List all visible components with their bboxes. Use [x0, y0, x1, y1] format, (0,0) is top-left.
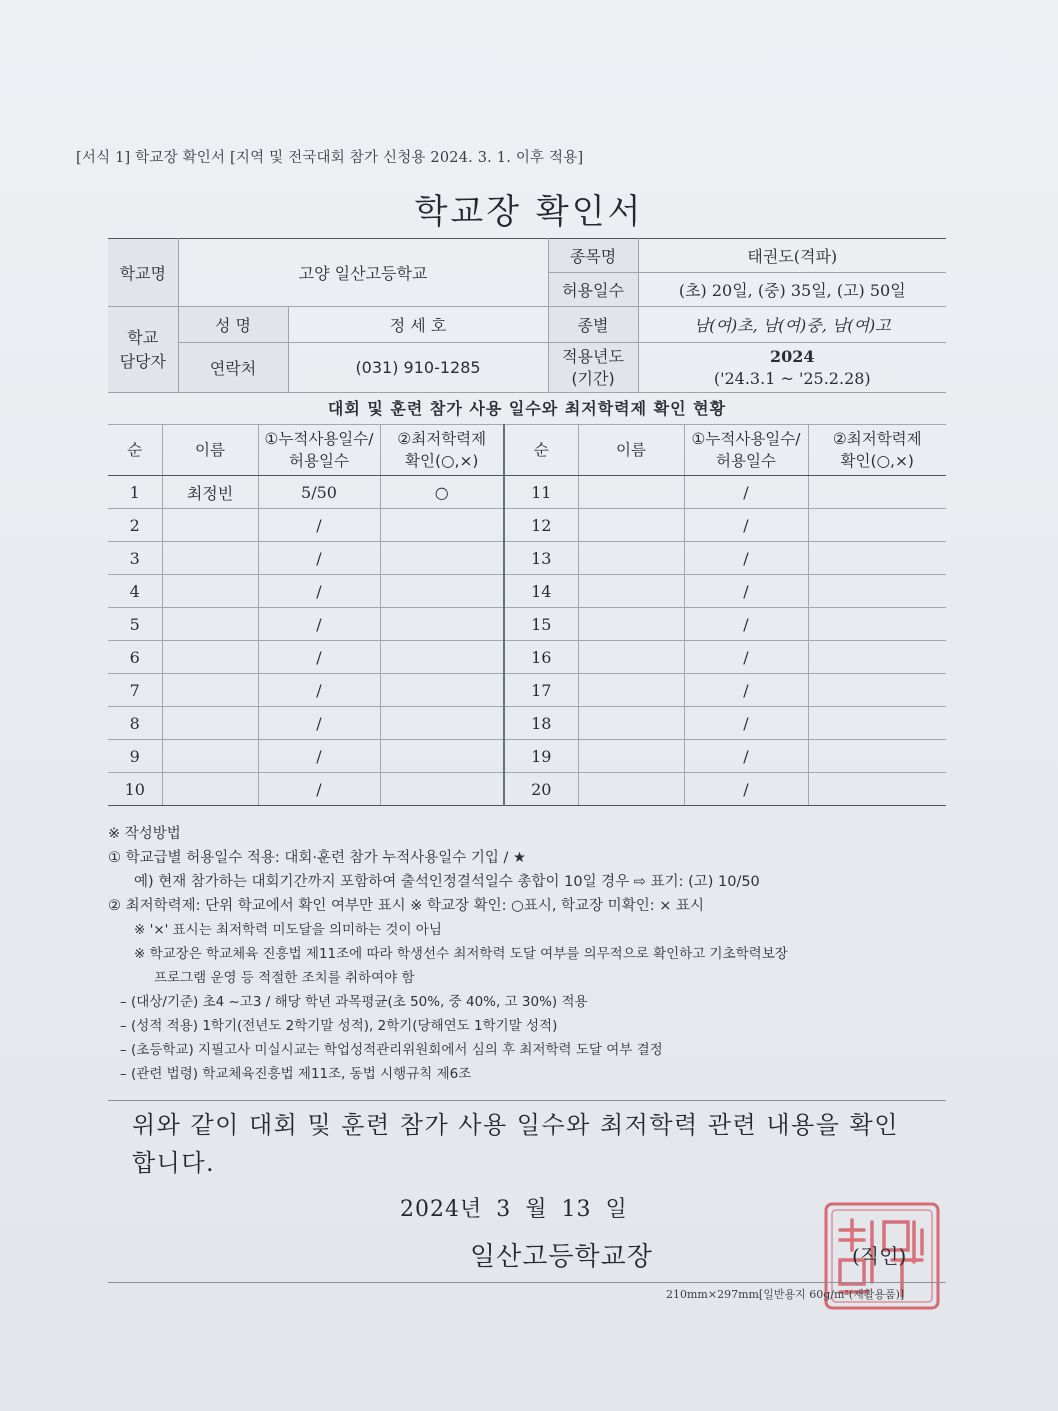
column-header: 이름 — [578, 425, 684, 476]
guide-line: ① 학교급별 허용일수 적용: 대회·훈련 참가 누적사용일수 기입 / ★ — [108, 850, 527, 866]
days-used: / — [258, 608, 380, 641]
divider — [108, 1282, 946, 1283]
row-number: 2 — [108, 509, 162, 542]
player-name: 최정빈 — [162, 476, 258, 509]
guide-line: ※ '×' 표시는 최저학력 미도달을 의미하는 것이 아님 — [134, 922, 442, 938]
year-label: 적용년도 (기간) — [548, 343, 638, 393]
days-used: / — [684, 575, 808, 608]
player-name — [162, 542, 258, 575]
days-used: / — [684, 773, 808, 806]
row-number: 19 — [504, 740, 578, 773]
guide-line: – (초등학교) 지필고사 미실시교는 학업성적관리위원회에서 심의 후 최저학력 도달 여부 결정 — [120, 1042, 663, 1058]
days-used: / — [684, 509, 808, 542]
table-row — [108, 740, 946, 773]
school-name-label: 학교명 — [108, 239, 178, 307]
column-header: ①누적사용일수/ 허용일수 — [258, 425, 380, 476]
table-row — [108, 476, 946, 509]
column-header: 이름 — [162, 425, 258, 476]
days-used: / — [258, 674, 380, 707]
player-name — [578, 509, 684, 542]
divider — [108, 1100, 946, 1101]
player-name — [578, 707, 684, 740]
guide-line: ※ 학교장은 학교체육 진흥법 제11조에 따라 학생선수 최저학력 도달 여부를 의무적으로 확인하고 기초학력보장 — [134, 946, 788, 962]
player-name — [162, 773, 258, 806]
principal-title: 일산고등학교장 — [470, 1242, 653, 1272]
column-header: 순 — [108, 425, 162, 476]
days-used: / — [258, 542, 380, 575]
confirm-statement: 위와 같이 대회 및 훈련 참가 사용 일수와 최저학력 관련 내용을 확인 합니다. — [132, 1111, 899, 1177]
min-academic-check — [380, 641, 504, 674]
school-info-table — [108, 238, 946, 393]
min-academic-check — [380, 575, 504, 608]
row-number: 17 — [504, 674, 578, 707]
row-number: 15 — [504, 608, 578, 641]
days-used: / — [684, 740, 808, 773]
min-academic-check — [808, 608, 946, 641]
row-number: 10 — [108, 773, 162, 806]
days-used: / — [258, 575, 380, 608]
player-name — [162, 707, 258, 740]
min-academic-check — [808, 575, 946, 608]
year-cell — [638, 343, 946, 393]
min-academic-check — [808, 773, 946, 806]
column-header: ②최저학력제 확인(○,×) — [380, 425, 504, 476]
column-header: ②최저학력제 확인(○,×) — [808, 425, 946, 476]
table-row — [108, 707, 946, 740]
allowed-days-label: 허용일수 — [548, 273, 638, 307]
min-academic-check — [808, 740, 946, 773]
row-number: 11 — [504, 476, 578, 509]
min-academic-check — [808, 542, 946, 575]
player-name — [162, 575, 258, 608]
guide-line: – (대상/기준) 초4 ~고3 / 해당 학년 과목평균(초 50%, 중 40%, 고 30%) 적용 — [120, 994, 588, 1010]
table-row — [108, 509, 946, 542]
min-academic-check — [808, 509, 946, 542]
writing-guide-notes — [108, 822, 958, 1086]
row-number: 7 — [108, 674, 162, 707]
days-used: / — [684, 608, 808, 641]
contact-value: (031) 910-1285 — [288, 343, 548, 393]
row-number: 12 — [504, 509, 578, 542]
min-academic-check — [380, 773, 504, 806]
player-name — [162, 674, 258, 707]
row-number: 18 — [504, 707, 578, 740]
issue-date: 2024년 3 월 13 일 — [400, 1197, 628, 1222]
seal-note: (직인) — [852, 1244, 907, 1268]
contact-label: 연락처 — [178, 343, 288, 393]
row-number: 4 — [108, 575, 162, 608]
days-used: / — [684, 674, 808, 707]
row-number: 13 — [504, 542, 578, 575]
document-title: 학교장 확인서 — [414, 192, 644, 232]
allowed-days-value: (초) 20일, (중) 35일, (고) 50일 — [638, 273, 946, 307]
player-name — [162, 509, 258, 542]
min-academic-check — [380, 674, 504, 707]
table-row — [108, 773, 946, 806]
paper-spec: 210mm×297mm[일반용지 60g/m²(재활용품)] — [666, 1288, 905, 1301]
days-used: / — [258, 707, 380, 740]
guide-line: ※ 작성방법 — [108, 826, 181, 842]
min-academic-check — [380, 509, 504, 542]
row-number: 9 — [108, 740, 162, 773]
player-name — [578, 740, 684, 773]
table-row — [108, 608, 946, 641]
category-value: 남(여)초, 남(여)중, 남(여)고 — [638, 307, 946, 343]
days-used: / — [258, 773, 380, 806]
player-name — [162, 608, 258, 641]
min-academic-check — [380, 542, 504, 575]
table-row — [108, 674, 946, 707]
row-number: 14 — [504, 575, 578, 608]
days-used: / — [684, 542, 808, 575]
player-name — [578, 542, 684, 575]
guide-line: – (관련 법령) 학교체육진흥법 제11조, 동법 시행규칙 제6조 — [120, 1066, 472, 1082]
period-value: ('24.3.1 ~ '25.2.28) — [713, 368, 871, 388]
min-academic-check — [808, 641, 946, 674]
form-label: [서식 1] 학교장 확인서 [지역 및 전국대회 참가 신청용 2024. 3. 1. 이후 적용] — [76, 150, 584, 166]
table-row — [108, 542, 946, 575]
guide-line: 프로그램 운영 등 적절한 조치를 취하여야 함 — [154, 970, 415, 986]
min-academic-check — [380, 740, 504, 773]
row-number: 3 — [108, 542, 162, 575]
row-number: 8 — [108, 707, 162, 740]
row-number: 6 — [108, 641, 162, 674]
event-value: 태권도(격파) — [638, 239, 946, 273]
guide-line: 예) 현재 참가하는 대회기간까지 포함하여 출석인정결석일수 총합이 10일 경우 ⇨ 표기: (고) 10/50 — [134, 874, 760, 890]
days-used: / — [684, 476, 808, 509]
event-label: 종목명 — [548, 239, 638, 273]
days-used: / — [258, 509, 380, 542]
player-name — [578, 674, 684, 707]
player-name — [578, 476, 684, 509]
table-row — [108, 575, 946, 608]
days-used: / — [258, 740, 380, 773]
section-title: 대회 및 훈련 참가 사용 일수와 최저학력제 확인 현황 — [108, 392, 946, 425]
row-number: 5 — [108, 608, 162, 641]
player-name — [578, 575, 684, 608]
days-used: 5/50 — [258, 476, 380, 509]
player-name — [162, 641, 258, 674]
usage-table-header — [108, 425, 946, 476]
player-name — [578, 641, 684, 674]
player-name — [578, 773, 684, 806]
year-value: 2024 — [770, 346, 815, 366]
manager-label: 학교 담당자 — [108, 307, 178, 393]
table-row — [108, 641, 946, 674]
row-number: 20 — [504, 773, 578, 806]
player-name — [578, 608, 684, 641]
min-academic-check — [808, 707, 946, 740]
player-name — [162, 740, 258, 773]
days-used: / — [684, 707, 808, 740]
min-academic-check — [380, 608, 504, 641]
guide-line: – (성적 적용) 1학기(전년도 2학기말 성적), 2학기(당해연도 1학기말 성적) — [120, 1018, 558, 1034]
category-label: 종별 — [548, 307, 638, 343]
row-number: 1 — [108, 476, 162, 509]
name-label: 성 명 — [178, 307, 288, 343]
min-academic-check — [808, 674, 946, 707]
usage-table — [108, 424, 946, 806]
days-used: / — [684, 641, 808, 674]
column-header: ①누적사용일수/ 허용일수 — [684, 425, 808, 476]
row-number: 16 — [504, 641, 578, 674]
min-academic-check — [808, 476, 946, 509]
school-name-value: 고양 일산고등학교 — [178, 239, 548, 307]
name-value: 정 세 호 — [288, 307, 548, 343]
min-academic-check — [380, 707, 504, 740]
min-academic-check: ○ — [380, 476, 504, 509]
column-header: 순 — [504, 425, 578, 476]
days-used: / — [258, 641, 380, 674]
guide-line: ② 최저학력제: 단위 학교에서 확인 여부만 표시 ※ 학교장 확인: ○표시, 학교장 미확인: × 표시 — [108, 898, 704, 914]
